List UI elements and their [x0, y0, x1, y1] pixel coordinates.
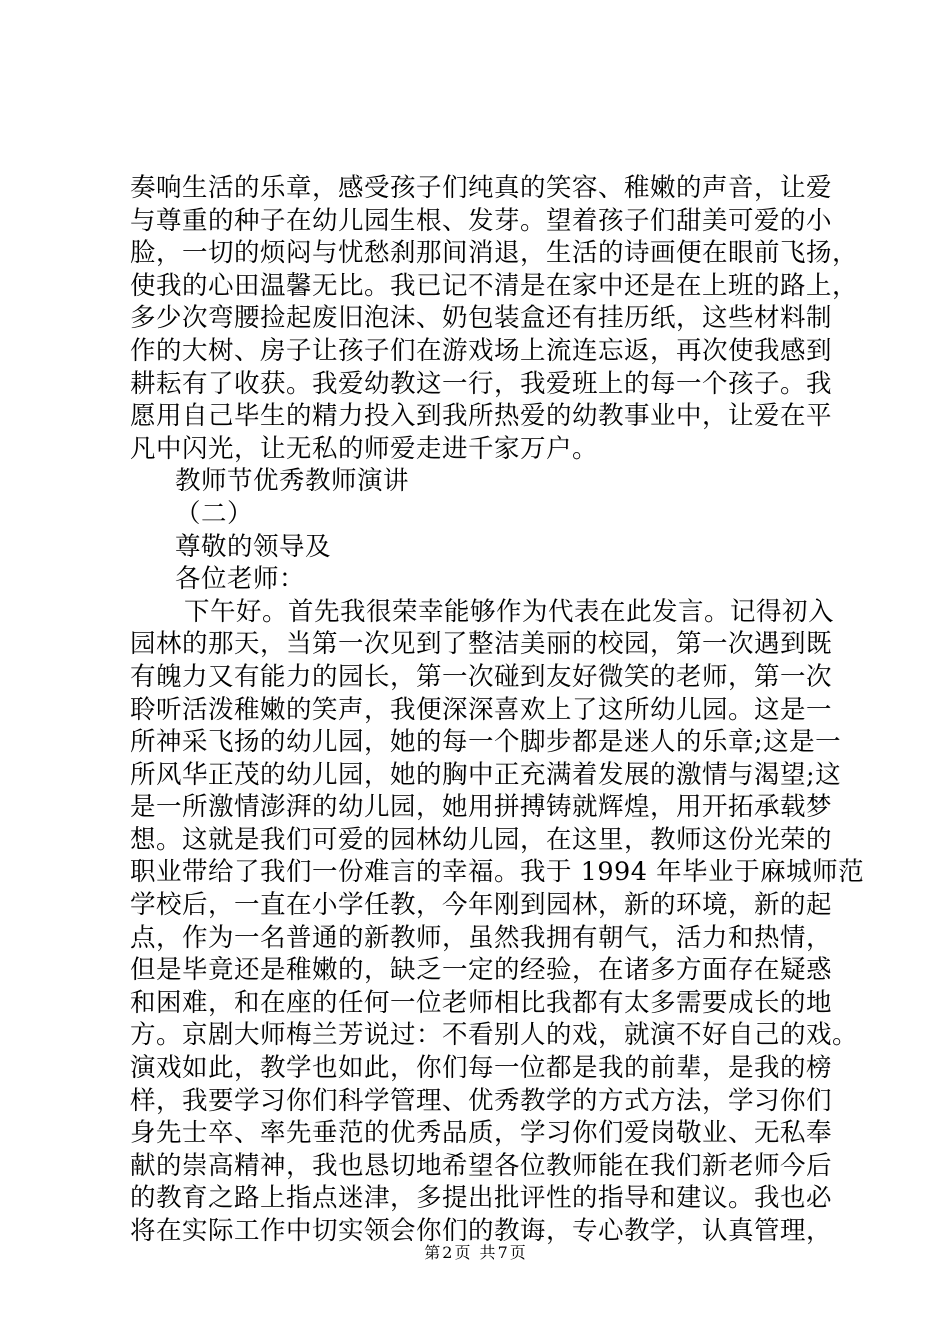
text-line: 想。这就是我们可爱的园林幼儿园，在这里，教师这份光荣的	[130, 824, 833, 855]
text-line: 使我的心田温馨无比。我已记不清是在家中还是在上班的路上，	[130, 270, 859, 301]
text-line: 职业带给了我们一份难言的幸福。我于 1994 年毕业于麻城师范	[130, 857, 865, 888]
text-line: 与尊重的种子在幼儿园生根、发芽。望着孩子们甜美可爱的小	[130, 205, 833, 236]
page-total: 共 7 页	[479, 1243, 526, 1262]
text-line: 有魄力又有能力的园长，第一次碰到友好微笑的老师，第一次	[130, 661, 833, 692]
text-line: 多少次弯腰捡起废旧泡沫、奶包装盒还有挂历纸，这些材料制	[130, 303, 833, 334]
text-line: 下午好。首先我很荣幸能够作为代表在此发言。记得初入	[184, 596, 835, 627]
text-line: 凡中闪光，让无私的师爱走进千家万户。	[130, 433, 599, 464]
text-line: 聆听活泼稚嫩的笑声，我便深深喜欢上了这所幼儿园。这是一	[130, 694, 833, 725]
text-line: 所神采飞扬的幼儿园，她的每一个脚步都是迷人的乐章;这是一	[130, 727, 842, 758]
text-line: 点，作为一名普通的新教师，虽然我拥有朝气，活力和热情，	[130, 922, 833, 953]
text-line: 各位老师：	[175, 564, 306, 595]
text-line: 是一所激情澎湃的幼儿园，她用拼搏铸就辉煌，用开拓承载梦	[130, 792, 833, 823]
text-line: 耕耘有了收获。我爱幼教这一行，我爱班上的每一个孩子。我	[130, 368, 833, 399]
text-line: 园林的那天，当第一次见到了整洁美丽的校园，第一次遇到既	[130, 629, 833, 660]
text-line: 的教育之路上指点迷津，多提出批评性的指导和建议。我也必	[130, 1183, 833, 1214]
text-line: 演戏如此，教学也如此，你们每一位都是我的前辈，是我的榜	[130, 1053, 833, 1084]
text-line: 脸，一切的烦闷与忧愁刹那间消退，生活的诗画便在眼前飞扬，	[130, 238, 859, 269]
text-line: 和困难，和在座的任何一位老师相比我都有太多需要成长的地	[130, 987, 833, 1018]
text-line: 学校后，一直在小学任教，今年刚到园林，新的环境，新的起	[130, 890, 833, 921]
text-line: 所风华正茂的幼儿园，她的胸中正充满着发展的激情与渴望;这	[130, 759, 842, 790]
text-line: 献的崇高精神，我也恳切地希望各位教师能在我们新老师今后	[130, 1150, 833, 1181]
page-footer	[0, 1243, 950, 1263]
text-line: 但是毕竟还是稚嫩的，缺乏一定的经验，在诸多方面存在疑惑	[130, 955, 833, 986]
text-line: 样，我要学习你们科学管理、优秀教学的方式方法，学习你们	[130, 1085, 833, 1116]
text-line: （二）	[175, 498, 254, 529]
page-number: 第 2 页	[424, 1243, 471, 1262]
text-line: 教师节优秀教师演讲	[175, 466, 410, 497]
text-line: 尊敬的领导及	[175, 531, 332, 562]
text-line: 身先士卒、率先垂范的优秀品质，学习你们爱岗敬业、无私奉	[130, 1118, 833, 1149]
text-line: 奏响生活的乐章，感受孩子们纯真的笑容、稚嫩的声音，让爱	[130, 173, 833, 203]
text-line: 方。京剧大师梅兰芳说过：不看别人的戏，就演不好自己的戏。	[130, 1020, 859, 1051]
text-line: 愿用自己毕生的精力投入到我所热爱的幼教事业中，让爱在平	[130, 401, 833, 432]
body-text	[130, 172, 865, 1248]
text-line: 作的大树、房子让孩子们在游戏场上流连忘返，再次使我感到	[130, 335, 833, 366]
text-line: 将在实际工作中切实领会你们的教诲，专心教学，认真管理，	[130, 1216, 833, 1246]
